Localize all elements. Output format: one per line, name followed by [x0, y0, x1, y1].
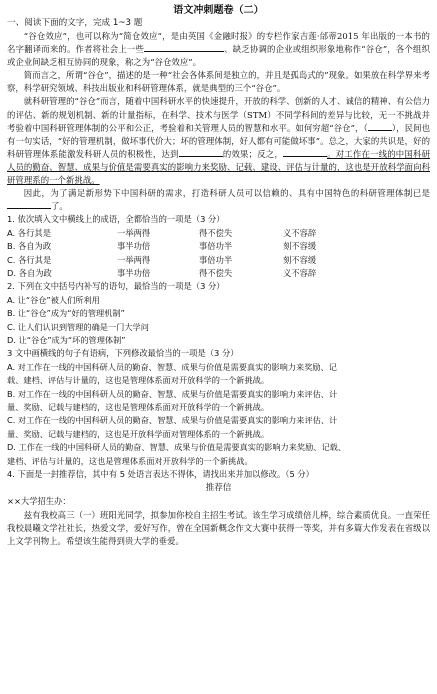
q1-option-cell: B. 各自为政 [7, 241, 52, 252]
passage-paragraph-1 [7, 30, 430, 69]
q3-option-A [7, 361, 430, 388]
q1-option-cell: A. 各行其是 [7, 227, 51, 238]
fill-blank-3 [283, 148, 327, 157]
p3-text-c: 的效果；反之， [222, 148, 283, 159]
q1-option-cell: 义不容辞 [283, 227, 317, 238]
q3-option-C [7, 414, 430, 441]
q2-option-A: A. 让“谷仓”被人们所利用 [7, 294, 100, 305]
q3-option-line: A. 对工作在一线的中国科研人员的勤奋、智慧、成果与价值是需要真实的影响力来奖励、记 [7, 361, 337, 372]
q3-option-line: 量、奖励、记载与建档的，这也是管理体系面对开放科学的一个新挑战。 [7, 402, 270, 412]
section-heading: 一、阅读下面的文字，完成 1~3 题 [7, 18, 143, 28]
q1-option-cell: 刻不容缓 [283, 241, 317, 252]
q1-option-cell: C. 各行其是 [7, 254, 52, 265]
passage-paragraph-2: 简而言之，所谓“谷仓”，描述的是一种“社会各体系间是独立的，并且是孤岛式的”现象。如果放在科学界来考察，科学研究领域、科技出版业和科研管理体系，就是典型的三个“谷仓”。 [7, 70, 430, 94]
p1-text-a: “谷仓效应”，也可以称为“简仓效应”，是由英国《金融时报》的专栏作家吉莲·邰蒂2015 年出版的一本书的名字翻译而来的。作者将社会上一些 [7, 31, 430, 55]
q1-option-cell: 得不偿失 [199, 267, 233, 278]
fill-blank-4 [7, 200, 51, 209]
letter-body: 兹有我校高三（一）班阳光同学，拟参加你校自主招生考试。该生学习成绩倍儿棒，综合素质优良。一直荣任我校晨曦文学社社长，热爱文学，爱好写作，曾在全国新概念作文大赛中获得一等奖，并有多篇大作发表在省级以上文学刊物上。希望该生能得到贵大学的垂爱。 [7, 509, 430, 547]
q2-option-B: B. 让“谷仓”成为“好的管理机制” [7, 308, 125, 319]
q2-option-C: C. 让人们认识到管理的确是一门大学问 [7, 321, 149, 332]
q3-option-line: 建档、评估与计量的，这也是管理体系面对开放科学的一个新挑战。 [7, 455, 253, 466]
q1-option-A [7, 227, 430, 240]
fill-blank-2 [179, 148, 223, 157]
question-3-options [7, 361, 430, 468]
question-2-stem: 2. 下列在文中括号内补写的语句，最恰当的一项是（3 分） [7, 281, 225, 292]
q1-option-cell: 事倍功半 [199, 241, 233, 252]
q1-option-cell: 事半功倍 [117, 267, 151, 278]
q3-option-line: 载、建档、评估与计量的，这也是管理体系面对开放科学的一个新挑战。 [7, 375, 270, 386]
q1-option-cell: 事半功倍 [117, 241, 151, 252]
question-4-stem: 4. 下面是一封推荐信，其中有 5 处语言表达不得体，请找出来并加以修改。（5 分） [7, 469, 314, 480]
q1-option-cell: 一举两得 [117, 227, 151, 238]
question-2-options [7, 294, 430, 348]
letter-title: 推荐信 [205, 483, 232, 494]
passage-paragraph-3 [7, 95, 430, 187]
question-1-options [7, 227, 430, 281]
q1-option-D [7, 267, 430, 280]
letter-salutation: ××大学招生办： [7, 496, 71, 507]
q3-option-line: B. 对工作在一线的中国科研人员的勤奋、智慧、成果与价值是需要真实的影响力来评估、计 [7, 388, 338, 399]
q3-option-line: 量、奖励、记载与建档的，这也是开放科学面对管理体系的一个新挑战。 [7, 428, 270, 439]
fill-blank-1 [144, 43, 224, 52]
q3-option-line: D. 工作在一线的中国科研人员的勤奋、智慧、成果与价值是需要真实的影响力来奖励、记载、 [7, 442, 347, 453]
p3-underlined-sentence: 。对工作在一线的中国科研人员的勤奋、智慧、成果与价值是需要真实的影响力来奖励、记载、建设、评估与计量的，这也是开放科学面向科研管理系的一个新挑战。 [7, 148, 430, 186]
q1-option-C [7, 254, 430, 267]
passage-paragraph-4 [7, 187, 430, 213]
q1-option-cell: 事倍功半 [199, 254, 233, 265]
q1-option-cell: 一举两得 [117, 254, 151, 265]
q1-option-cell: D. 各自为政 [7, 267, 52, 278]
q1-option-cell: 得不偿失 [199, 227, 233, 238]
p4-text-a: 因此，为了满足新形势下中国科研的需求，打造科研人员可以信赖的、具有中国特色的科研管理体制已是 [23, 188, 430, 199]
p3-text-a: 就科研管理的“谷仓”而言，随着中国科研水平的快速提升，开放的科学、创新的人才、诚信的精神、有公信力的评估、新的规划机制、新的计量指标，在科学、技术与医学（STM）不同学科间的差异与比较，无一不挑战并考验着中国科研管理体制的公平和公正，考验着和关管理人员的智慧和水平。如何穷超“谷仓”，（ [7, 96, 430, 133]
q1-option-B [7, 240, 430, 253]
question-1-stem: 1. 依次填入文中横线上的成语，全都恰当的一项是（3 分） [7, 214, 225, 225]
q3-option-line: C. 对工作在一线的中国科研人员的勤奋、智慧、成果与价值是需要真实的影响力来评估、计 [7, 415, 338, 426]
q2-option-D: D. 让“谷仓”成为“坏的管理体制” [7, 334, 126, 345]
p1-text-b: 、缺乏协调的企业或组织形象地称作“谷仓”，各个组织或企业间缺乏相互协同的现象，称之为“谷仓效应”。 [7, 44, 430, 68]
q3-option-D [7, 441, 430, 468]
q1-option-cell: 刻不容缓 [283, 254, 317, 265]
q3-option-B [7, 388, 430, 415]
fill-blank-bracket [368, 122, 392, 131]
p4-text-b: 了。 [51, 201, 68, 212]
question-3-stem: 3 文中画横线的句子有语病，下列修改最恰当的一项是（3 分） [7, 348, 239, 359]
page-title: 语文冲刺题卷（二） [173, 5, 264, 16]
q1-option-cell: 义不容辞 [283, 267, 317, 278]
p3-text-b: ），民间也有一句实话，“好的管理机制，做坏事代价大；坏的管理体制，好人都有可能做坏事”。总之，大家的共识是，好的科研管理体系能激发科研人员的积极性，达到 [7, 122, 430, 159]
